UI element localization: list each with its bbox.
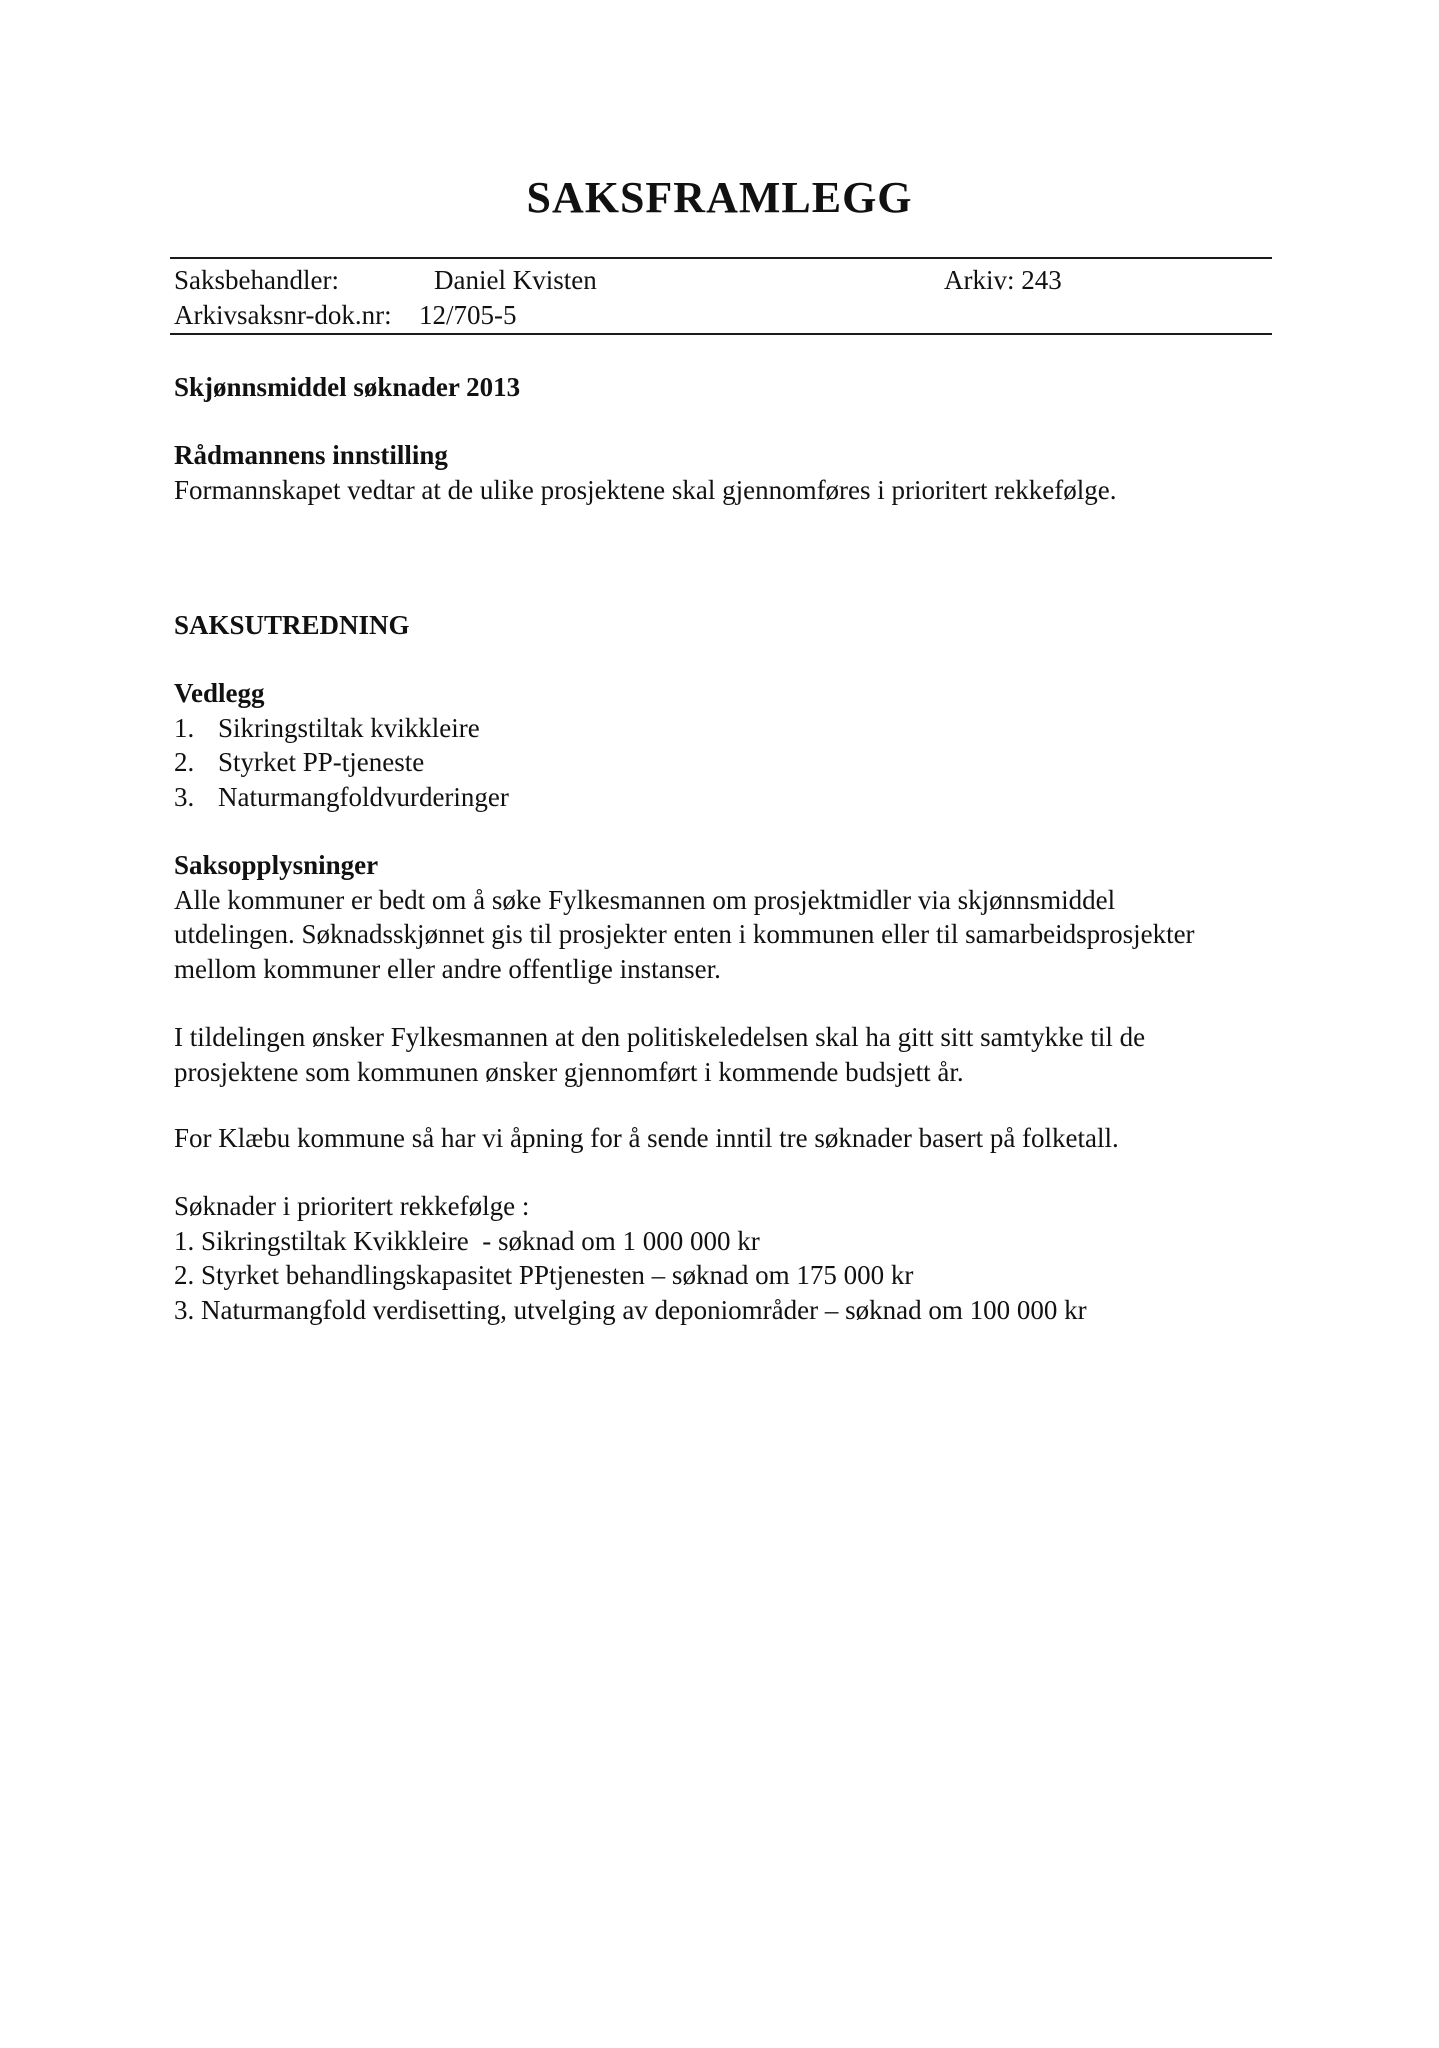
subject-block <box>174 370 1264 405</box>
header-bottom-rule <box>170 333 1272 335</box>
document-title: SAKSFRAMLEGG <box>526 173 913 222</box>
header-top-rule <box>170 257 1272 259</box>
saksbehandler-label: Saksbehandler: <box>174 265 339 295</box>
list-item: 3. Naturmangfoldvurderinger <box>174 781 509 812</box>
arkivsaksnr-value: 12/705-5 <box>419 300 517 330</box>
saksbehandler-value: Daniel Kvisten <box>434 265 597 295</box>
innstilling-heading: Rådmannens innstilling <box>174 440 448 470</box>
vedlegg-section <box>174 676 1264 814</box>
saksopplysninger-section <box>174 848 1264 986</box>
list-item: 1. Sikringstiltak kvikkleire <box>174 712 480 743</box>
saksopplysninger-paragraph-2: I tildelingen ønsker Fylkesmannen at den politiskeledelsen skal ha gitt sitt samtykke til de prosjektene som kommunen ønsker gjennomført i kommende budsjett år. <box>174 1022 1146 1087</box>
saksutredning-heading: SAKSUTREDNING <box>174 610 410 640</box>
case-subject: Skjønnsmiddel søknader 2013 <box>174 372 521 402</box>
meta-row-arkivsaksnr <box>174 298 517 332</box>
priority-section <box>174 1189 1264 1327</box>
priority-intro: Søknader i prioritert rekkefølge : <box>174 1191 530 1221</box>
priority-item-1: 1. Sikringstiltak Kvikkleire - søknad om 1 000 000 kr <box>174 1225 760 1256</box>
vedlegg-list <box>174 711 1264 815</box>
meta-row-saksbehandler <box>174 263 597 297</box>
tildeling-block <box>174 1020 1264 1089</box>
priority-item-2: 2. Styrket behandlingskapasitet PPtjenesten – søknad om 175 000 kr <box>174 1260 914 1290</box>
list-item: 2. Styrket PP-tjeneste <box>174 747 425 777</box>
arkiv-value: Arkiv: 243 <box>944 265 1062 295</box>
innstilling-section <box>174 438 1264 507</box>
vedlegg-heading: Vedlegg <box>174 678 265 708</box>
priority-item-3: 3. Naturmangfold verdisetting, utvelging av deponiområder – søknad om 100 000 kr <box>174 1294 1087 1325</box>
saksopplysninger-heading: Saksopplysninger <box>174 850 379 880</box>
arkivsaksnr-label: Arkivsaksnr-dok.nr: <box>174 300 392 330</box>
klaebu-block <box>174 1121 1264 1156</box>
saksopplysninger-paragraph-3: For Klæbu kommune så har vi åpning for å sende inntil tre søknader basert på folketall. <box>174 1123 1119 1153</box>
innstilling-text: Formannskapet vedtar at de ulike prosjektene skal gjennomføres i prioritert rekkefølge. <box>174 474 1117 505</box>
saksopplysninger-paragraph-1: Alle kommuner er bedt om å søke Fylkesmannen om prosjektmidler via skjønnsmiddel utdelingen. Søknadsskjønnet gis til prosjekter enten i kommunen eller til samarbeidsprosjekter mellom kommuner eller andre offentlige instanser. <box>174 884 1195 984</box>
saksutredning-block <box>174 608 1264 643</box>
